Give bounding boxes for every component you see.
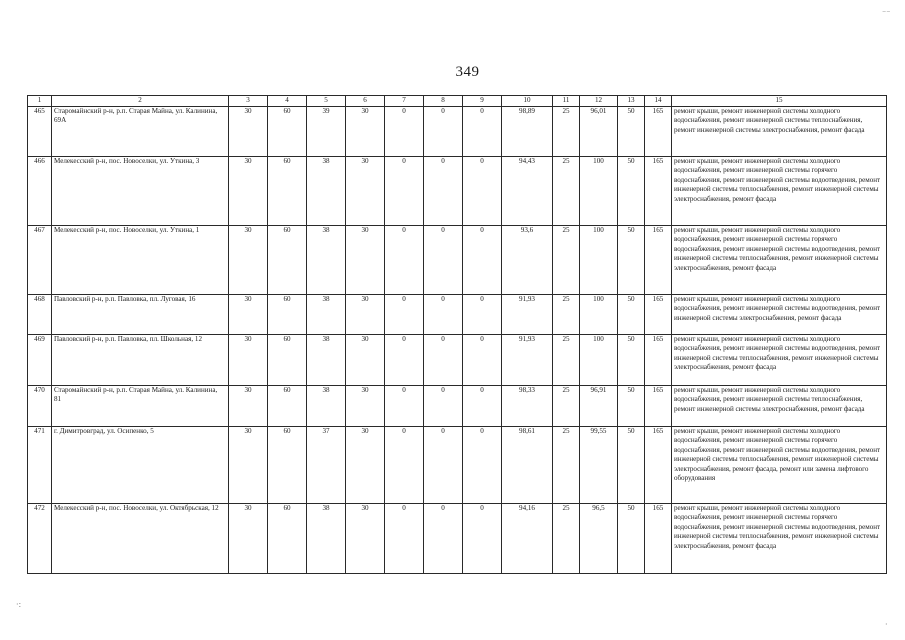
table-row [28,157,887,226]
value-cell: 37 [307,427,346,504]
column-header: 15 [672,96,887,107]
value-cell: 0 [385,427,424,504]
address-cell: г. Димитровград, ул. Осипенко, 5 [52,427,229,504]
column-header: 8 [424,96,463,107]
value-cell: 60 [268,295,307,335]
value-cell: 30 [346,226,385,295]
value-cell: 165 [645,157,672,226]
value-cell: 39 [307,107,346,157]
value-cell: 30 [229,295,268,335]
value-cell: 30 [229,107,268,157]
row-number: 466 [28,157,52,226]
value-cell: 30 [229,226,268,295]
value-cell: 50 [618,386,645,427]
value-cell: 100 [580,157,618,226]
value-cell: 165 [645,226,672,295]
value-cell: 30 [229,157,268,226]
row-number: 469 [28,335,52,386]
value-cell: 50 [618,107,645,157]
value-cell: 165 [645,335,672,386]
table-row [28,504,887,574]
value-cell: 0 [463,295,502,335]
value-cell: 0 [385,295,424,335]
column-header: 7 [385,96,424,107]
value-cell: 0 [463,504,502,574]
address-cell: Мелекесский р-н, пос. Новоселки, ул. Уткина, 3 [52,157,229,226]
value-cell: 100 [580,295,618,335]
capital-repair-table [27,95,887,574]
value-cell: 60 [268,226,307,295]
column-header: 10 [502,96,553,107]
address-cell: Старомайнский р-н, р.п. Старая Майна, ул. Калинина, 81 [52,386,229,427]
column-number-row [28,96,887,107]
value-cell: 99,55 [580,427,618,504]
value-cell: 165 [645,386,672,427]
value-cell: 96,91 [580,386,618,427]
scan-artifact-bottom-right: · [885,620,888,629]
value-cell: 165 [645,427,672,504]
table-row [28,386,887,427]
value-cell: 50 [618,504,645,574]
table-row [28,226,887,295]
column-header: 3 [229,96,268,107]
value-cell: 30 [346,107,385,157]
value-cell: 0 [424,386,463,427]
value-cell: 98,89 [502,107,553,157]
address-cell: Павловский р-н, р.п. Павловка, пл. Школьная, 12 [52,335,229,386]
value-cell: 50 [618,295,645,335]
value-cell: 91,93 [502,335,553,386]
value-cell: 0 [424,157,463,226]
value-cell: 30 [346,335,385,386]
row-number: 467 [28,226,52,295]
column-header: 13 [618,96,645,107]
value-cell: 50 [618,335,645,386]
column-header: 11 [553,96,580,107]
works-cell: ремонт крыши, ремонт инженерной системы холодного водоснабжения, ремонт инженерной системы водоотведения, ремонт инженерной системы теплоснабжения, ремонт инженерной системы электроснабжения, ремонт фасада [672,335,887,386]
value-cell: 0 [424,427,463,504]
value-cell: 30 [346,295,385,335]
row-number: 468 [28,295,52,335]
value-cell: 38 [307,157,346,226]
works-cell: ремонт крыши, ремонт инженерной системы холодного водоснабжения, ремонт инженерной системы горячего водоснабжения, ремонт инженерной системы водоотведения, ремонт инженерной системы теплоснабжения, ремонт инженерной системы электроснабжения, ремонт фасада, ремонт или замена лифтового оборудования [672,427,887,504]
value-cell: 94,16 [502,504,553,574]
value-cell: 60 [268,386,307,427]
value-cell: 165 [645,504,672,574]
value-cell: 25 [553,157,580,226]
value-cell: 38 [307,504,346,574]
value-cell: 0 [385,226,424,295]
value-cell: 93,6 [502,226,553,295]
value-cell: 60 [268,157,307,226]
value-cell: 165 [645,107,672,157]
row-number: 465 [28,107,52,157]
value-cell: 0 [385,386,424,427]
value-cell: 50 [618,226,645,295]
value-cell: 38 [307,335,346,386]
value-cell: 60 [268,335,307,386]
address-cell: Мелекесский р-н, пос. Новоселки, ул. Октябрьская, 12 [52,504,229,574]
works-cell: ремонт крыши, ремонт инженерной системы холодного водоснабжения, ремонт инженерной системы горячего водоснабжения, ремонт инженерной системы водоотведения, ремонт инженерной системы теплоснабжения, ремонт инженерной системы электроснабжения, ремонт фасада [672,504,887,574]
value-cell: 30 [346,386,385,427]
value-cell: 0 [463,427,502,504]
value-cell: 25 [553,386,580,427]
scan-artifact-bottom-left: ·: [16,600,22,609]
column-header: 2 [52,96,229,107]
value-cell: 30 [346,504,385,574]
column-header: 5 [307,96,346,107]
value-cell: 98,33 [502,386,553,427]
address-cell: Старомайнский р-н, р.п. Старая Майна, ул. Калинина, 69А [52,107,229,157]
works-cell: ремонт крыши, ремонт инженерной системы холодного водоснабжения, ремонт инженерной системы теплоснабжения, ремонт инженерной системы электроснабжения, ремонт фасада [672,386,887,427]
value-cell: 25 [553,295,580,335]
value-cell: 0 [385,157,424,226]
value-cell: 30 [346,427,385,504]
value-cell: 38 [307,386,346,427]
value-cell: 30 [229,504,268,574]
value-cell: 25 [553,504,580,574]
column-header: 4 [268,96,307,107]
value-cell: 0 [424,295,463,335]
works-cell: ремонт крыши, ремонт инженерной системы холодного водоснабжения, ремонт инженерной системы теплоснабжения, ремонт инженерной системы электроснабжения, ремонт фасада [672,107,887,157]
value-cell: 0 [463,335,502,386]
column-header: 9 [463,96,502,107]
value-cell: 60 [268,504,307,574]
works-cell: ремонт крыши, ремонт инженерной системы холодного водоснабжения, ремонт инженерной системы горячего водоснабжения, ремонт инженерной системы водоотведения, ремонт инженерной системы теплоснабжения, ремонт инженерной системы электроснабжения, ремонт фасада [672,226,887,295]
value-cell: 30 [346,157,385,226]
value-cell: 91,93 [502,295,553,335]
value-cell: 0 [463,386,502,427]
value-cell: 25 [553,427,580,504]
scan-artifact-top-right: ⁻⁻ [882,8,891,17]
row-number: 471 [28,427,52,504]
value-cell: 0 [463,226,502,295]
value-cell: 25 [553,107,580,157]
value-cell: 0 [385,335,424,386]
value-cell: 96,5 [580,504,618,574]
value-cell: 0 [463,157,502,226]
value-cell: 0 [385,504,424,574]
address-cell: Павловский р-н, р.п. Павловка, пл. Луговая, 16 [52,295,229,335]
value-cell: 50 [618,427,645,504]
column-header: 14 [645,96,672,107]
value-cell: 98,61 [502,427,553,504]
value-cell: 0 [424,226,463,295]
value-cell: 100 [580,335,618,386]
value-cell: 25 [553,335,580,386]
value-cell: 60 [268,107,307,157]
value-cell: 38 [307,226,346,295]
value-cell: 30 [229,335,268,386]
column-header: 6 [346,96,385,107]
value-cell: 30 [229,427,268,504]
value-cell: 50 [618,157,645,226]
address-cell: Мелекесский р-н, пос. Новоселки, ул. Уткина, 1 [52,226,229,295]
value-cell: 30 [229,386,268,427]
page-number: 349 [455,64,480,80]
value-cell: 25 [553,226,580,295]
table-row [28,427,887,504]
table-row [28,107,887,157]
value-cell: 100 [580,226,618,295]
column-header: 1 [28,96,52,107]
value-cell: 0 [463,107,502,157]
value-cell: 0 [424,335,463,386]
value-cell: 0 [424,504,463,574]
works-cell: ремонт крыши, ремонт инженерной системы холодного водоснабжения, ремонт инженерной системы горячего водоснабжения, ремонт инженерной системы водоотведения, ремонт инженерной системы теплоснабжения, ремонт инженерной системы электроснабжения, ремонт фасада [672,157,887,226]
column-header: 12 [580,96,618,107]
works-cell: ремонт крыши, ремонт инженерной системы холодного водоснабжения, ремонт инженерной системы водоотведения, ремонт инженерной системы электроснабжения, ремонт фасада [672,295,887,335]
value-cell: 94,43 [502,157,553,226]
value-cell: 60 [268,427,307,504]
value-cell: 96,01 [580,107,618,157]
value-cell: 0 [385,107,424,157]
value-cell: 165 [645,295,672,335]
row-number: 470 [28,386,52,427]
table-row [28,295,887,335]
value-cell: 0 [424,107,463,157]
table-row [28,335,887,386]
row-number: 472 [28,504,52,574]
value-cell: 38 [307,295,346,335]
